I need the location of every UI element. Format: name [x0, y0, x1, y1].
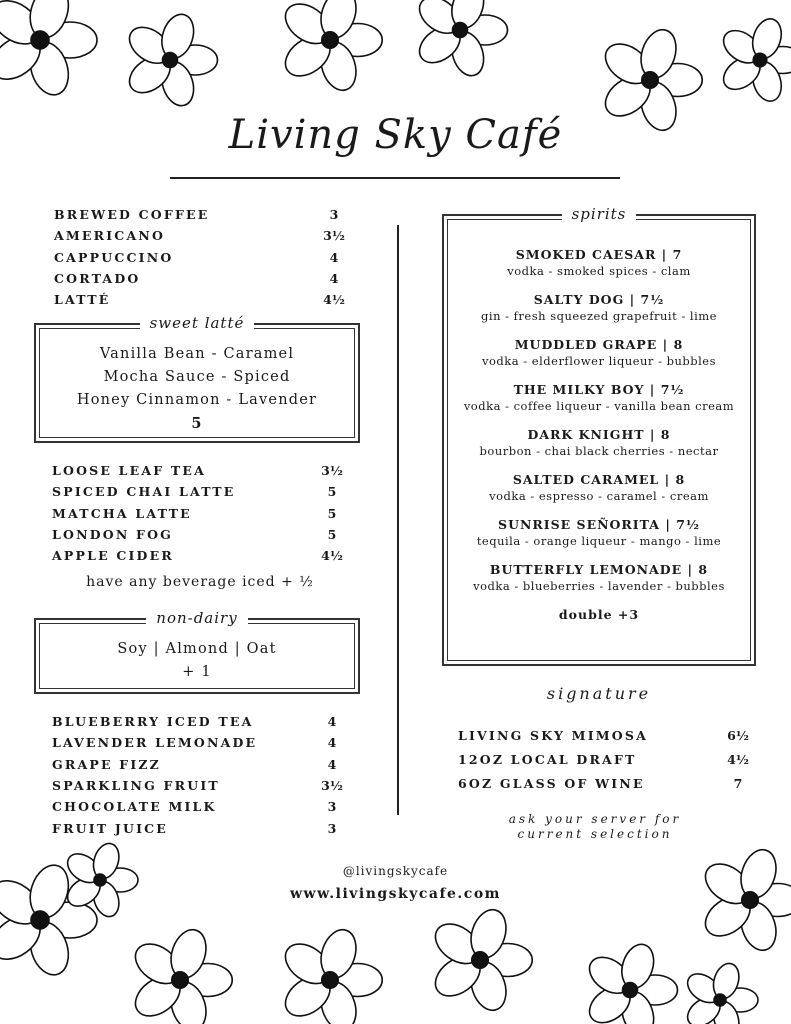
item-name: CORTADO — [54, 271, 141, 287]
menu-item — [52, 481, 352, 502]
flower-icon — [278, 925, 382, 1024]
signature-item — [458, 771, 758, 795]
item-price: 3 — [327, 820, 337, 836]
coffee-list — [54, 204, 354, 310]
sweet-latte-line: Vanilla Bean - Caramel — [99, 346, 295, 362]
item-name: CAPPUCCINO — [54, 249, 174, 265]
item-price: 5 — [327, 527, 337, 543]
flower-icon — [0, 0, 97, 100]
spirit-name: SMOKED CAESAR | 7 — [515, 247, 683, 262]
item-price: 3½ — [321, 778, 343, 794]
tea-list — [52, 460, 352, 566]
item-price: 5 — [327, 484, 337, 500]
spirit-description: vodka - espresso - caramel - cream — [489, 489, 709, 503]
item-price: 3 — [329, 207, 339, 223]
sweet-latte-box — [34, 314, 360, 443]
non-dairy-price: + 1 — [182, 664, 212, 680]
signature-label: signature — [546, 684, 652, 703]
item-price: 7 — [733, 775, 743, 791]
item-name: LOOSE LEAF TEA — [52, 463, 207, 479]
menu-item — [54, 268, 354, 289]
spirit-item — [448, 517, 750, 548]
spirit-name: SUNRISE SEÑORITA | 7½ — [498, 517, 700, 532]
sweet-latte-line: Mocha Sauce - Spiced — [103, 369, 291, 385]
spirit-name: SALTY DOG | 7½ — [533, 292, 665, 307]
item-price: 4 — [327, 756, 337, 772]
item-name: BREWED COFFEE — [54, 207, 210, 223]
item-price: 3½ — [323, 228, 345, 244]
item-price: 3½ — [321, 463, 343, 479]
item-name: LATTÉ — [54, 292, 111, 308]
item-name: 6OZ GLASS OF WINE — [458, 775, 645, 791]
spirit-item — [448, 382, 750, 413]
menu-item — [52, 503, 352, 524]
item-price: 5 — [327, 505, 337, 521]
non-dairy-box — [34, 609, 360, 694]
spirit-description: tequila - orange liqueur - mango - lime — [476, 534, 722, 548]
double-note: double +3 — [558, 607, 640, 622]
flower-icon — [0, 860, 97, 980]
spirit-description: vodka - elderflower liqueur - bubbles — [481, 354, 717, 368]
social-handle: @livingskycafe — [342, 864, 449, 878]
item-name: SPARKLING FRUIT — [52, 778, 220, 794]
spirit-description: vodka - blueberries - lavender - bubbles — [473, 579, 725, 593]
menu-item — [52, 460, 352, 481]
flower-icon — [123, 10, 218, 110]
spirit-description: vodka - smoked spices - clam — [507, 264, 691, 278]
item-name: GRAPE FIZZ — [52, 756, 162, 772]
spirit-name: MUDDLED GRAPE | 8 — [514, 337, 684, 352]
iced-note: have any beverage iced + ½ — [86, 574, 314, 590]
spirit-item — [448, 562, 750, 593]
spirit-description: gin - fresh squeezed grapefruit - lime — [481, 309, 717, 323]
website-link[interactable]: www.livingskycafe.com — [290, 886, 501, 902]
sweet-latte-price: 5 — [191, 415, 203, 432]
server-note — [440, 812, 750, 842]
item-name: BLUEBERRY ICED TEA — [52, 714, 254, 730]
item-name: SPICED CHAI LATTE — [52, 484, 236, 500]
menu-item — [52, 796, 352, 817]
flower-icon — [583, 940, 678, 1024]
title-divider — [170, 177, 620, 179]
spirit-item — [448, 427, 750, 458]
server-note-line: current selection — [517, 827, 673, 841]
flower-icon — [128, 925, 232, 1024]
spirit-item — [448, 292, 750, 323]
menu-item — [52, 732, 352, 753]
menu-item — [54, 289, 354, 310]
menu-item — [52, 545, 352, 566]
item-price: 6½ — [727, 727, 749, 743]
item-price: 4 — [329, 249, 339, 265]
item-name: CHOCOLATE MILK — [52, 799, 217, 815]
spirit-item — [448, 472, 750, 503]
item-name: FRUIT JUICE — [52, 820, 169, 836]
flower-icon — [62, 840, 138, 920]
non-dairy-label: non-dairy — [146, 609, 247, 627]
spirit-name: THE MILKY BOY | 7½ — [513, 382, 685, 397]
menu-item — [52, 524, 352, 545]
spirits-label: spirits — [562, 205, 637, 223]
spirit-item — [448, 337, 750, 368]
menu-item — [52, 711, 352, 732]
menu-item — [54, 204, 354, 225]
item-name: LAVENDER LEMONADE — [52, 735, 258, 751]
item-name: 12OZ LOCAL DRAFT — [458, 751, 637, 767]
item-name: MATCHA LATTE — [52, 505, 192, 521]
menu-item — [54, 225, 354, 246]
flower-icon — [428, 905, 532, 1015]
spirit-item — [448, 247, 750, 278]
column-divider — [397, 225, 399, 815]
item-name: AMERICANO — [54, 228, 166, 244]
non-dairy-options: Soy | Almond | Oat — [117, 641, 277, 657]
cafe-title: Living Sky Café — [228, 112, 563, 158]
spirit-description: vodka - coffee liqueur - vanilla bean cream — [463, 399, 735, 413]
spirit-name: DARK KNIGHT | 8 — [527, 427, 671, 442]
item-price: 4 — [327, 735, 337, 751]
server-note-line: ask your server for — [508, 812, 682, 826]
spirit-name: BUTTERFLY LEMONADE | 8 — [489, 562, 709, 577]
signature-item — [458, 747, 758, 771]
spirits-box — [442, 205, 756, 666]
signature-list — [458, 723, 758, 795]
item-name: LONDON FOG — [52, 527, 174, 543]
menu-item — [52, 754, 352, 775]
flower-icon — [682, 960, 758, 1024]
sweet-latte-label: sweet latté — [140, 314, 255, 332]
sweet-latte-line: Honey Cinnamon - Lavender — [76, 392, 318, 408]
menu-item — [52, 817, 352, 838]
cold-list — [52, 711, 352, 839]
item-price: 4 — [329, 271, 339, 287]
signature-item — [458, 723, 758, 747]
item-price: 4½ — [321, 548, 343, 564]
spirit-description: bourbon - chai black cherries - nectar — [479, 444, 719, 458]
flower-icon — [413, 0, 508, 80]
menu-item — [52, 775, 352, 796]
flower-icon — [717, 15, 791, 105]
item-name: LIVING SKY MIMOSA — [458, 727, 649, 743]
item-price: 4½ — [323, 292, 345, 308]
item-price: 3 — [327, 799, 337, 815]
item-name: APPLE CIDER — [52, 548, 174, 564]
menu-item — [54, 247, 354, 268]
spirit-name: SALTED CARAMEL | 8 — [512, 472, 686, 487]
item-price: 4 — [327, 714, 337, 730]
item-price: 4½ — [727, 751, 749, 767]
flower-icon — [278, 0, 382, 95]
